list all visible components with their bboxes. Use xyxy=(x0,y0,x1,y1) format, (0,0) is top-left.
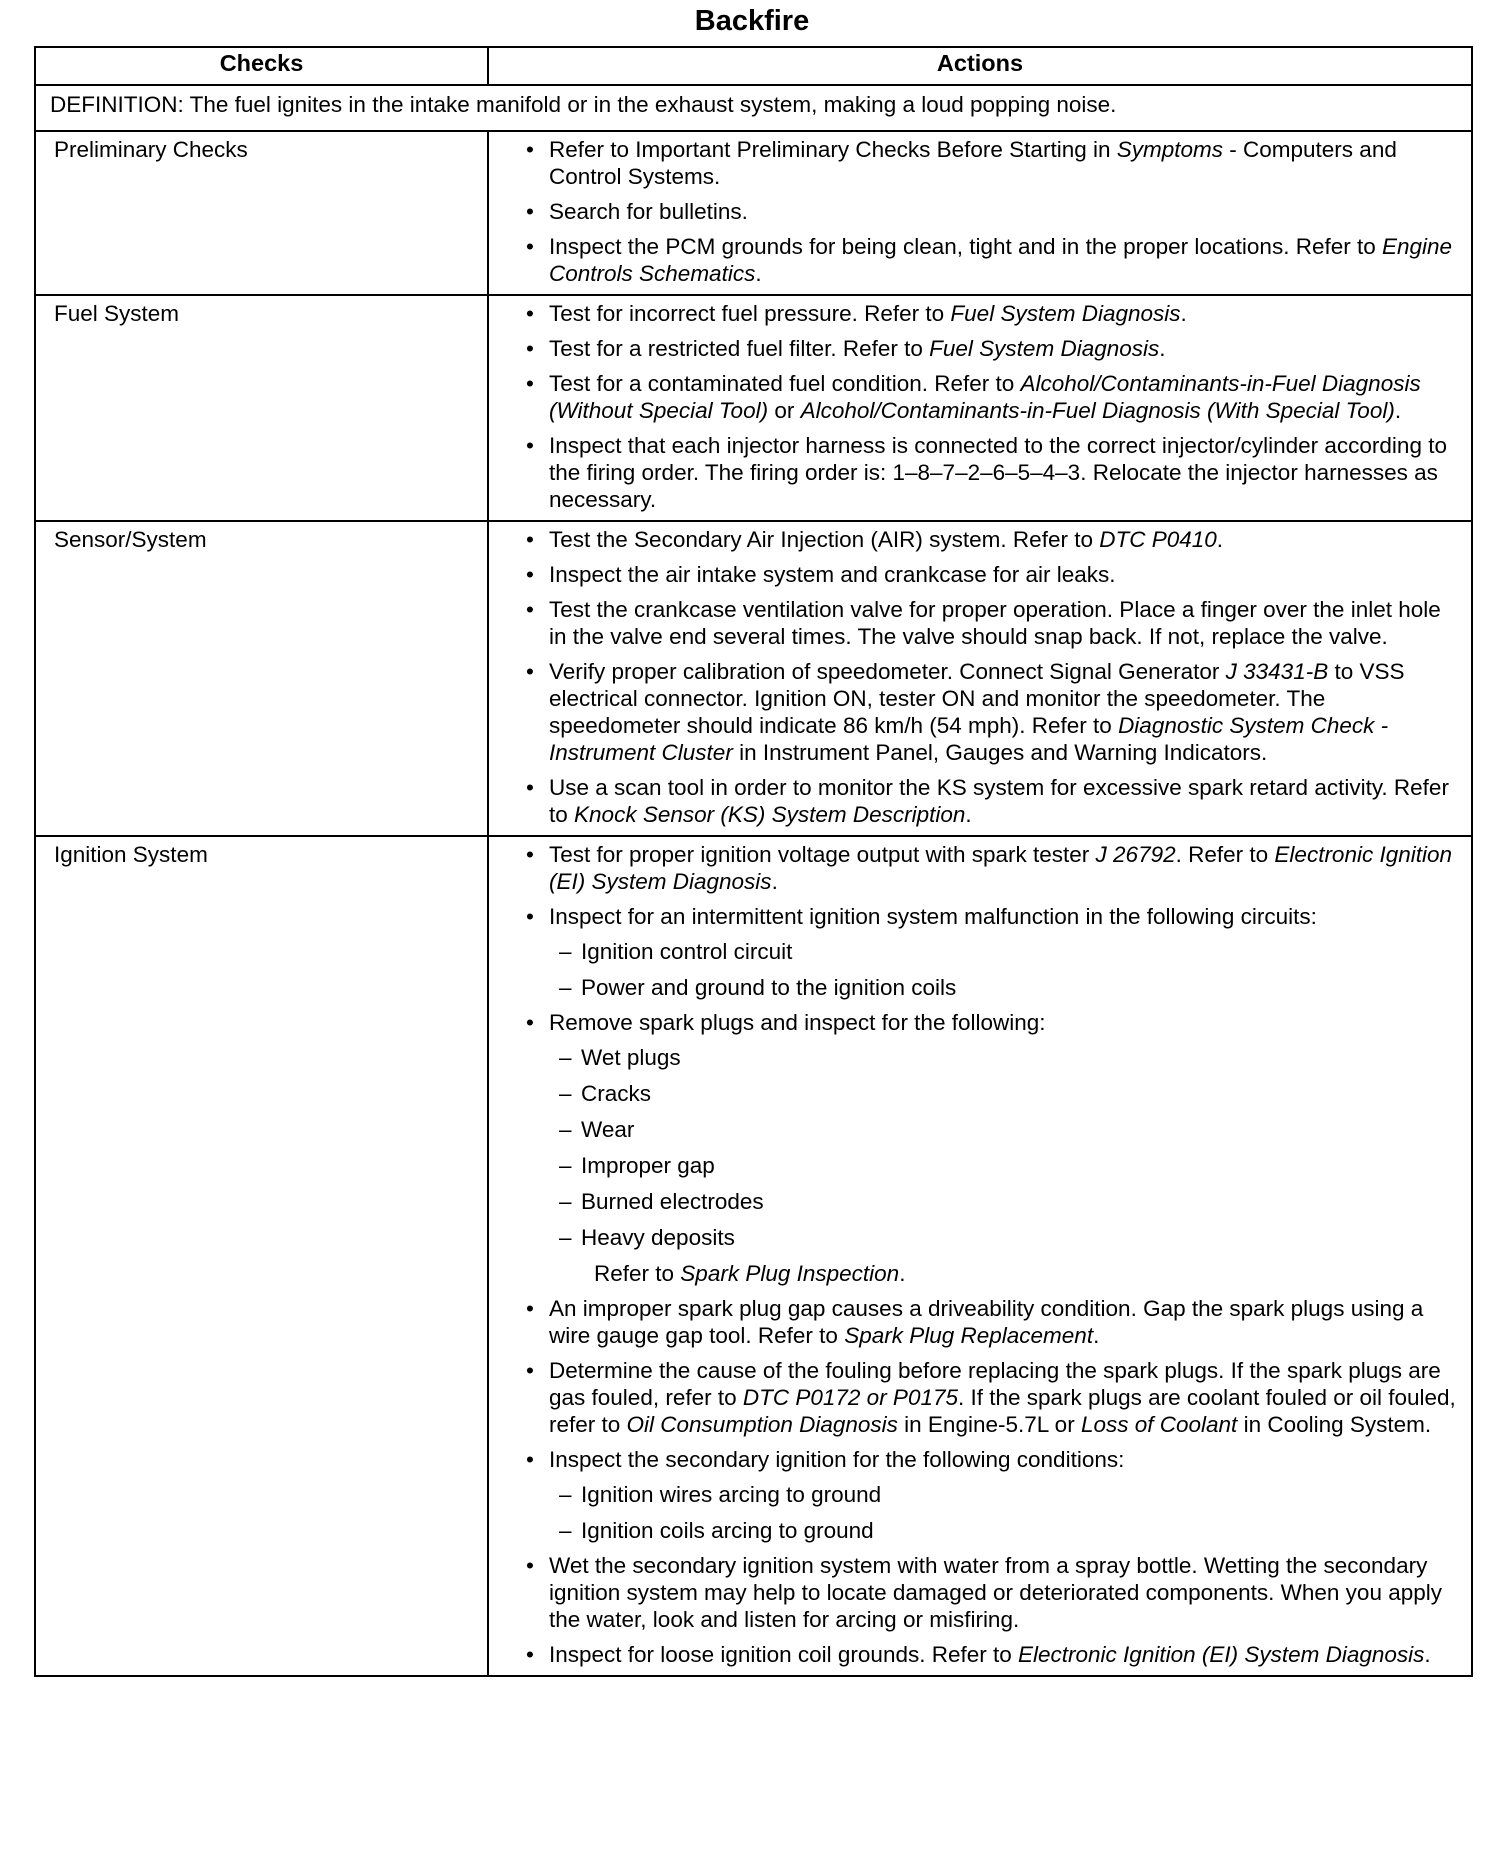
action-text: in Instrument Panel, Gauges and Warning Indicators. xyxy=(732,740,1268,765)
action-item xyxy=(526,198,1459,225)
sub-item xyxy=(559,1517,1459,1544)
action-text: Wet the secondary ignition system with water from a spray bottle. Wetting the secondary ignition system may help to locate damaged or deteriorated components. When you apply the water, look and listen for arcing or misfiring. xyxy=(549,1553,1443,1632)
action-item xyxy=(526,903,1459,1001)
action-text: Use a scan tool in order to monitor the KS system for excessive spark retard activity. Refer to xyxy=(549,775,1449,827)
action-item xyxy=(526,1295,1459,1349)
dash-icon: – xyxy=(559,1482,572,1507)
reference-link-text: Loss of Coolant xyxy=(1080,1412,1238,1437)
table-row xyxy=(35,295,1472,521)
action-item xyxy=(526,1641,1459,1668)
reference-link-text: DTC P0172 or P0175 xyxy=(742,1385,958,1410)
definition-row xyxy=(35,85,1472,131)
sub-item-text: Ignition control circuit xyxy=(581,939,793,964)
table-row xyxy=(35,521,1472,836)
sub-item xyxy=(559,938,1459,965)
reference-link-text: Fuel System Diagnosis xyxy=(929,336,1160,361)
sub-item xyxy=(559,1481,1459,1508)
reference-link-text: Electronic Ignition (EI) System Diagnosis xyxy=(1018,1642,1425,1667)
sub-item xyxy=(559,1080,1459,1107)
action-text: . xyxy=(1216,527,1224,552)
action-item xyxy=(526,300,1459,327)
table-row xyxy=(35,131,1472,295)
bullet-icon: • xyxy=(526,1010,534,1035)
action-text: Inspect for an intermittent ignition system malfunction in the following circuits: xyxy=(549,904,1317,929)
action-item xyxy=(526,335,1459,362)
reference-link-text: DTC P0410 xyxy=(1099,527,1217,552)
refer-line xyxy=(549,1260,1459,1287)
action-text: . xyxy=(1180,301,1187,326)
actions-cell xyxy=(488,131,1472,295)
dash-icon: – xyxy=(559,975,572,1000)
sub-item-text: Ignition coils arcing to ground xyxy=(581,1518,874,1543)
action-item xyxy=(526,136,1459,190)
reference-link-text: Knock Sensor (KS) System Description xyxy=(574,802,966,827)
bullet-icon: • xyxy=(526,336,534,361)
sub-item xyxy=(559,1044,1459,1071)
action-text: . xyxy=(965,802,972,827)
bullet-icon: • xyxy=(526,433,534,458)
bullet-icon: • xyxy=(526,1642,534,1667)
action-item xyxy=(526,1357,1459,1438)
reference-link-text: Engine Controls Schematics xyxy=(549,234,1453,286)
action-text: in Cooling System. xyxy=(1237,1412,1432,1437)
action-text: - Computers and Control Systems. xyxy=(549,137,1397,189)
sub-item-text: Heavy deposits xyxy=(581,1225,735,1250)
dash-icon: – xyxy=(559,1153,572,1178)
action-text: . If the spark plugs are coolant fouled or oil fouled, refer to xyxy=(549,1385,1456,1437)
reference-link-text: Alcohol/Contaminants-in-Fuel Diagnosis (With Special Tool) xyxy=(800,398,1395,423)
action-text: Inspect the air intake system and crankcase for air leaks. xyxy=(549,562,1116,587)
dash-icon: – xyxy=(559,1081,572,1106)
bullet-icon: • xyxy=(526,1447,534,1472)
action-item xyxy=(526,561,1459,588)
sub-item-text: Burned electrodes xyxy=(581,1189,764,1214)
reference-link-text: Alcohol/Contaminants-in-Fuel Diagnosis (Without Special Tool) xyxy=(549,371,1421,423)
action-text: . xyxy=(899,1261,906,1286)
bullet-icon: • xyxy=(526,597,534,622)
check-cell: Sensor/System xyxy=(35,521,488,836)
action-text: . xyxy=(1159,336,1166,361)
dash-icon: – xyxy=(559,1225,572,1250)
reference-link-text: Symptoms xyxy=(1116,137,1224,162)
action-list xyxy=(526,300,1459,513)
dash-icon: – xyxy=(559,939,572,964)
action-text: Search for bulletins. xyxy=(549,199,748,224)
definition-text: DEFINITION: The fuel ignites in the intake manifold or in the exhaust system, making a loud popping noise. xyxy=(35,85,1472,131)
bullet-icon: • xyxy=(526,527,534,552)
page-title: Backfire xyxy=(694,5,810,37)
sub-item-text: Power and ground to the ignition coils xyxy=(581,975,957,1000)
reference-link-text: Electronic Ignition (EI) System Diagnosis xyxy=(549,842,1453,894)
action-text: Test for incorrect fuel pressure. Refer to xyxy=(549,301,951,326)
bullet-icon: • xyxy=(526,904,534,929)
check-cell: Ignition System xyxy=(35,836,488,1676)
reference-link-text: Spark Plug Inspection xyxy=(680,1261,900,1286)
actions-cell xyxy=(488,295,1472,521)
sub-item-text: Wet plugs xyxy=(581,1045,681,1070)
action-item xyxy=(526,432,1459,513)
header-actions: Actions xyxy=(488,47,1472,85)
action-text: Test for proper ignition voltage output with spark tester xyxy=(549,842,1096,867)
action-text: Test for a restricted fuel filter. Refer to xyxy=(549,336,930,361)
bullet-icon: • xyxy=(526,1296,534,1321)
action-text: . Refer to xyxy=(1175,842,1275,867)
action-text: An improper spark plug gap causes a driveability condition. Gap the spark plugs using a wire gauge gap tool. Refer to xyxy=(549,1296,1424,1348)
check-cell: Fuel System xyxy=(35,295,488,521)
action-item xyxy=(526,596,1459,650)
sub-item-text: Ignition wires arcing to ground xyxy=(581,1482,882,1507)
sub-item xyxy=(559,1116,1459,1143)
sub-item xyxy=(559,1224,1459,1251)
dash-icon: – xyxy=(559,1117,572,1142)
actions-cell xyxy=(488,836,1472,1676)
action-text: . xyxy=(755,261,762,286)
check-cell: Preliminary Checks xyxy=(35,131,488,295)
checks-rows xyxy=(35,131,1472,1676)
action-text: Determine the cause of the fouling before replacing the spark plugs. If the spark plugs are gas fouled, refer to xyxy=(549,1358,1441,1410)
action-item xyxy=(526,774,1459,828)
sub-item xyxy=(559,1152,1459,1179)
sub-item-text: Cracks xyxy=(581,1081,652,1106)
reference-link-text: Oil Consumption Diagnosis xyxy=(626,1412,898,1437)
reference-link-text: J 33431-B xyxy=(1225,659,1329,684)
bullet-icon: • xyxy=(526,371,534,396)
sub-item-text: Improper gap xyxy=(581,1153,715,1178)
bullet-icon: • xyxy=(526,659,534,684)
action-item xyxy=(526,1009,1459,1287)
action-text: Inspect that each injector harness is connected to the correct injector/cylinder according to the firing order. The firing order is: 1–8–7–2–6–5–4–3. Relocate the injector harnesses as necessary. xyxy=(549,433,1447,512)
action-text: Inspect for loose ignition coil grounds. Refer to xyxy=(549,1642,1019,1667)
action-text: Inspect the PCM grounds for being clean, tight and in the proper locations. Refer to xyxy=(549,234,1382,259)
action-item xyxy=(526,1552,1459,1633)
action-text: Inspect the secondary ignition for the following conditions: xyxy=(549,1447,1125,1472)
bullet-icon: • xyxy=(526,775,534,800)
action-text: or xyxy=(768,398,801,423)
bullet-icon: • xyxy=(526,137,534,162)
action-item xyxy=(526,233,1459,287)
sub-list xyxy=(549,1044,1459,1251)
sub-item-text: Wear xyxy=(581,1117,635,1142)
action-text: Refer to Important Preliminary Checks Before Starting in xyxy=(549,137,1117,162)
action-text: Test the crankcase ventilation valve for proper operation. Place a finger over the inlet hole in the valve end several times. The valve should snap back. If not, replace the valve. xyxy=(549,597,1441,649)
action-text: to VSS electrical connector. Ignition ON, tester ON and monitor the speedometer. The speedometer should indicate 86 km/h (54 mph). Refer to xyxy=(549,659,1405,738)
action-item xyxy=(526,370,1459,424)
bullet-icon: • xyxy=(526,1553,534,1578)
bullet-icon: • xyxy=(526,1358,534,1383)
action-item xyxy=(526,841,1459,895)
sub-item xyxy=(559,1188,1459,1215)
action-list xyxy=(526,526,1459,828)
action-text: . xyxy=(1424,1642,1431,1667)
action-text: Remove spark plugs and inspect for the following: xyxy=(549,1010,1046,1035)
header-checks: Checks xyxy=(35,47,488,85)
action-item xyxy=(526,1446,1459,1544)
action-text: in Engine-5.7L or xyxy=(897,1412,1081,1437)
action-list xyxy=(526,841,1459,1668)
action-item xyxy=(526,658,1459,766)
action-text: Refer to xyxy=(594,1261,681,1286)
action-text: Test for a contaminated fuel condition. Refer to xyxy=(549,371,1021,396)
action-text: . xyxy=(1394,398,1402,423)
sub-item xyxy=(559,974,1459,1001)
reference-link-text: Fuel System Diagnosis xyxy=(950,301,1181,326)
sub-list xyxy=(549,1481,1459,1544)
table-header-row xyxy=(35,47,1472,85)
sub-list xyxy=(549,938,1459,1001)
table-row xyxy=(35,836,1472,1676)
action-item xyxy=(526,526,1459,553)
action-text: Verify proper calibration of speedometer. Connect Signal Generator xyxy=(549,659,1226,684)
bullet-icon: • xyxy=(526,842,534,867)
dash-icon: – xyxy=(559,1518,572,1543)
dash-icon: – xyxy=(559,1189,572,1214)
diagnostic-table xyxy=(34,46,1473,1677)
bullet-icon: • xyxy=(526,234,534,259)
bullet-icon: • xyxy=(526,199,534,224)
dash-icon: – xyxy=(559,1045,572,1070)
reference-link-text: Diagnostic System Check - Instrument Cluster xyxy=(549,713,1389,765)
action-text: . xyxy=(1093,1323,1100,1348)
actions-cell xyxy=(488,521,1472,836)
action-list xyxy=(526,136,1459,287)
bullet-icon: • xyxy=(526,301,534,326)
reference-link-text: Spark Plug Replacement xyxy=(844,1323,1094,1348)
action-text: Test the Secondary Air Injection (AIR) system. Refer to xyxy=(549,527,1100,552)
action-text: . xyxy=(771,869,778,894)
bullet-icon: • xyxy=(526,562,534,587)
reference-link-text: J 26792 xyxy=(1095,842,1176,867)
